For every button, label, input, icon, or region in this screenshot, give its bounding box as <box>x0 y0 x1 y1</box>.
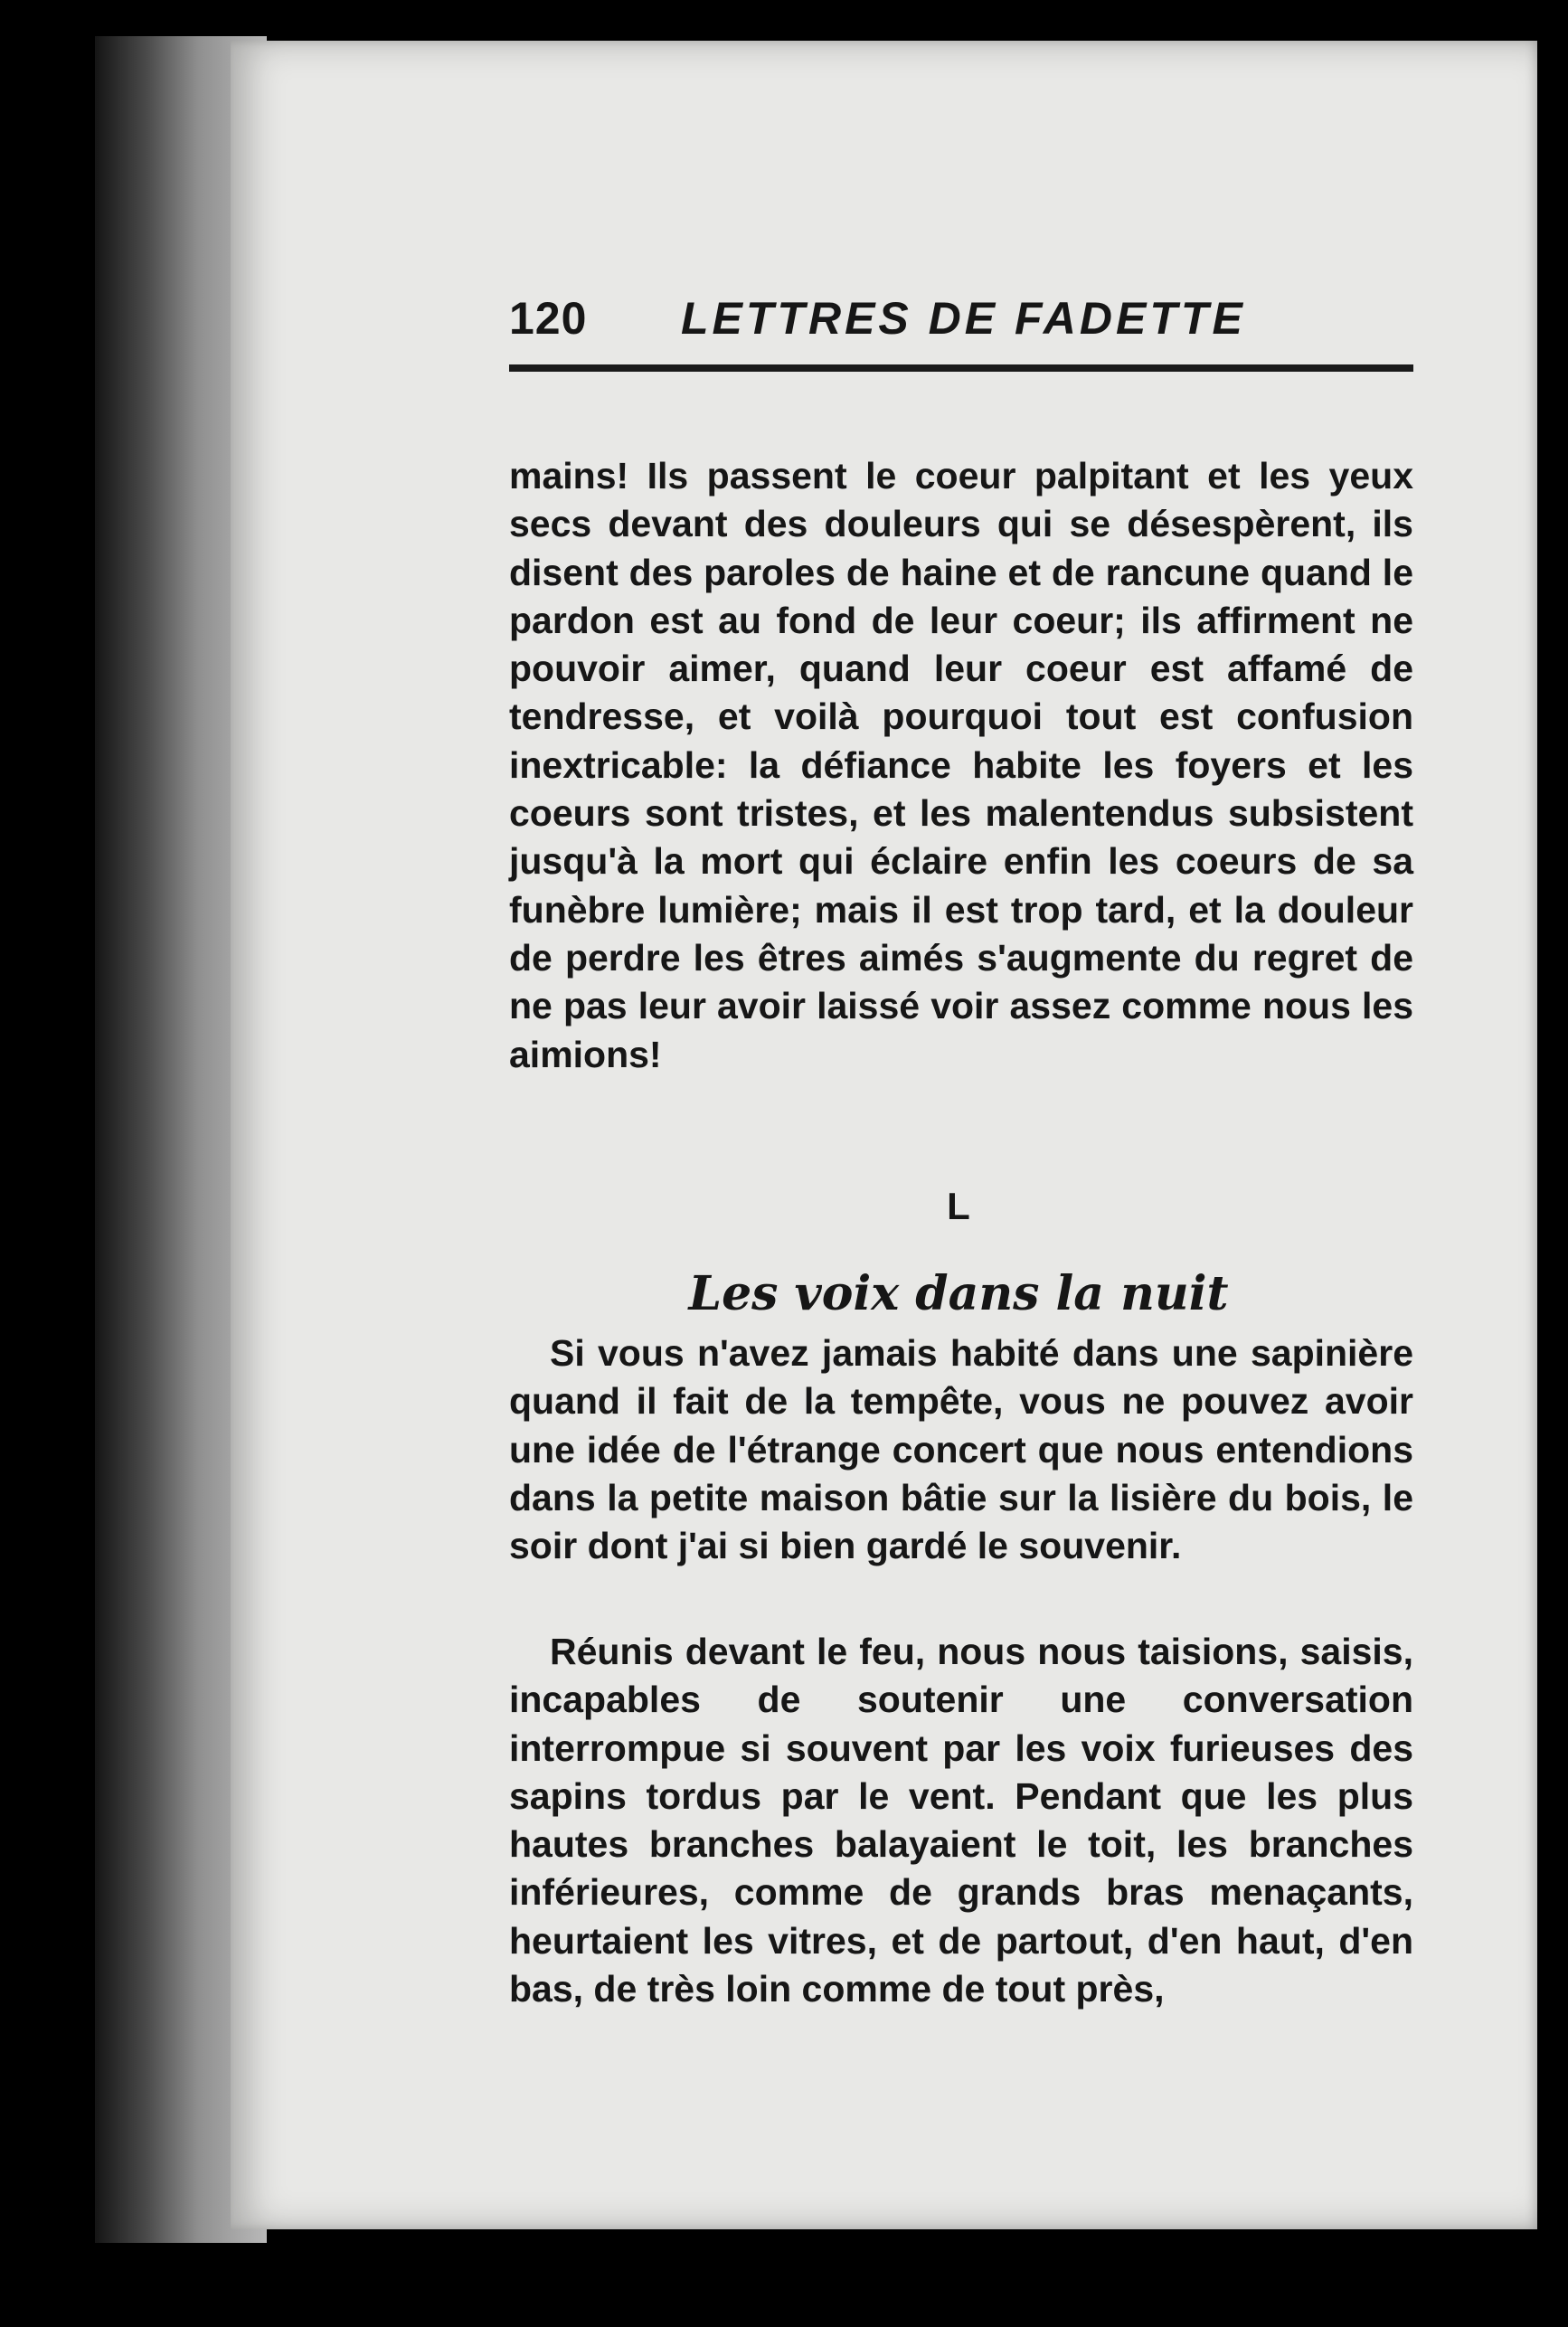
page-content <box>493 41 1568 2229</box>
header-rule <box>509 364 1413 372</box>
section-title: Les voix dans la nuit <box>688 1266 1229 1321</box>
book-page <box>231 41 1537 2229</box>
page-number: 120 <box>509 293 588 344</box>
running-head <box>509 292 1422 355</box>
paragraph-second: Réunis devant le feu, nous nous taisions, saisis, incapables de soutenir une conversation interrompue si souvent par les voix furieuses des sapins tordus par le vent. Pendant que les plus hautes branches balayaient le toit, les branches inférieures, comme de grands bras menaçants, heurtaient les vitres, et de partout, d'en haut, d'en bas, de très loin comme de tout près, <box>509 1631 1413 2010</box>
paragraph-continued: mains! Ils passent le coeur palpitant et les yeux secs devant des douleurs qui se désespèrent, ils disent des paroles de haine et de rancune quand le pardon est au fond de leur coeur; ils affirment ne pouvoir aimer, quand leur coeur est affamé de tendresse, et voilà pourquoi tout est confusion inextricable: la défiance habite les foyers et les coeurs sont tristes, et les malentendus subsistent jusqu'à la mort qui éclaire enfin les coeurs de sa funèbre lumière; mais il est trop tard, et la douleur de perdre les êtres aimés s'augmente du regret de ne pas leur avoir laissé voir assez comme nous les aimions! <box>509 455 1413 1075</box>
paragraph-opening: Si vous n'avez jamais habité dans une sapinière quand il fait de la tempête, vous ne pouvez avoir une idée de l'étrange concert que nous entendions dans la petite maison bâtie sur la lisière du bois, le soir dont j'ai si bien gardé le souvenir. <box>509 1332 1413 1567</box>
section-number: L <box>947 1185 970 1227</box>
running-title: LETTRES DE FADETTE <box>681 293 1246 344</box>
